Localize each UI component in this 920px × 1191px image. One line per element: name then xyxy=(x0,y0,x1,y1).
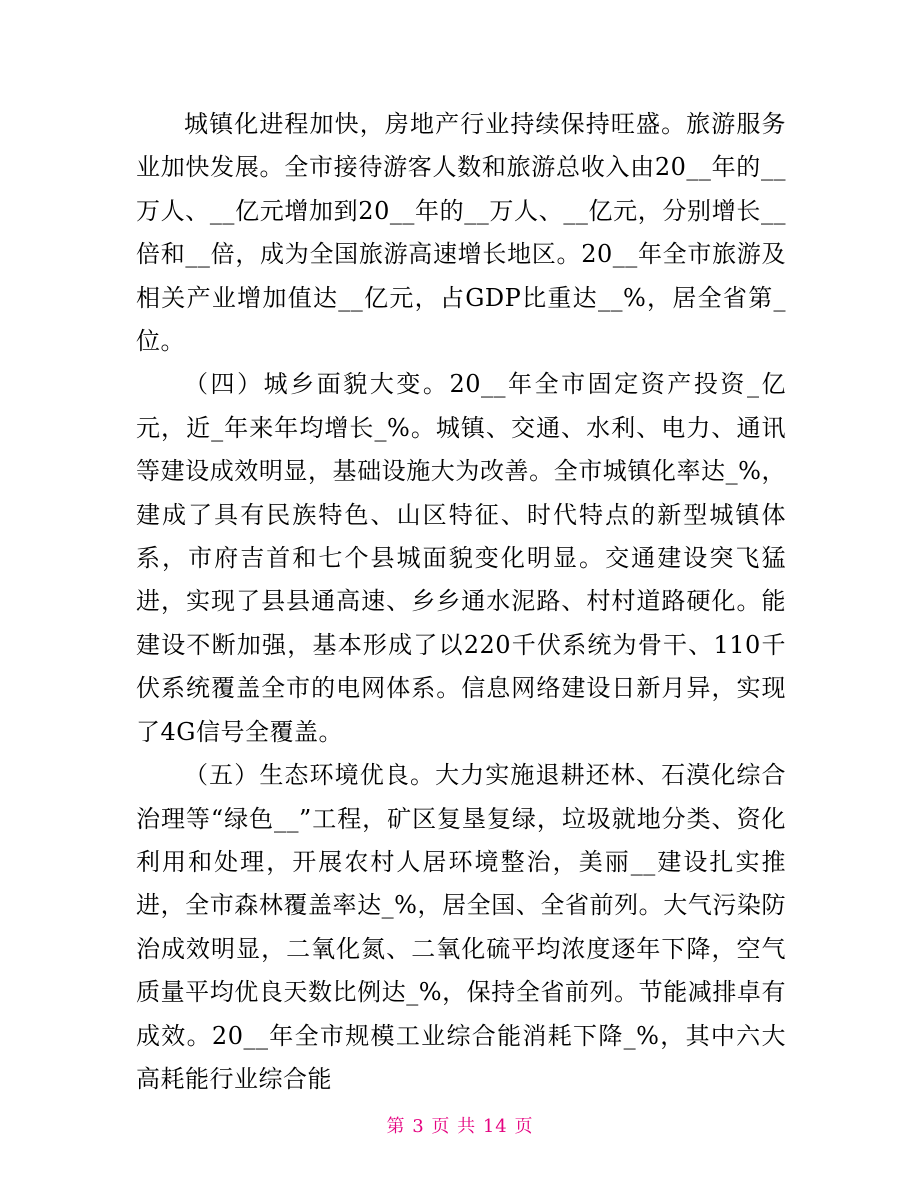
page-number-footer: 第 3 页 共 14 页 xyxy=(386,1116,534,1137)
paragraph-urban-rural: （四）城乡面貌大变。20__年全市固定资产投资_亿元，近_年来年均增长_%。城镇、交通、水利、电力、通讯等建设成效明显，基础设施大为改善。全市城镇化率达_%，建成了具有民族特色、山区特征、时代特点的新型城镇体系，市府吉首和七个县城面貌变化明显。交通建设突飞猛进，实现了县县通高速、乡乡通水泥路、村村道路硬化。能建设不断加强，基本形成了以220千伏系统为骨干、110千伏系统覆盖全市的电网体系。信息网络建设日新月异，实现了4G信号全覆盖。 xyxy=(136,370,786,746)
paragraph-tourism: 城镇化进程加快，房地产行业持续保持旺盛。旅游服务业加快发展。全市接待游客人数和旅游总收入由20__年的__万人、__亿元增加到20__年的__万人、__亿元，分别增长__倍和__倍，成为全国旅游高速增长地区。20__年全市旅游及相关产业增加值达__亿元，占GDP比重达__%，居全省第_位。 xyxy=(136,110,786,356)
document-body xyxy=(136,103,786,1101)
paragraph-ecology: （五）生态环境优良。大力实施退耕还林、石漠化综合治理等“绿色__”工程，矿区复垦复绿，垃圾就地分类、资化利用和处理，开展农村人居环境整治，美丽__建设扎实推进，全市森林覆盖率达_%，居全国、全省前列。大气污染防治成效明显，二氧化氮、二氧化硫平均浓度逐年下降，空气质量平均优良天数比例达_%，保持全省前列。节能减排卓有成效。20__年全市规模工业综合能消耗下降_%，其中六大高耗能行业综合能 xyxy=(136,761,786,1093)
